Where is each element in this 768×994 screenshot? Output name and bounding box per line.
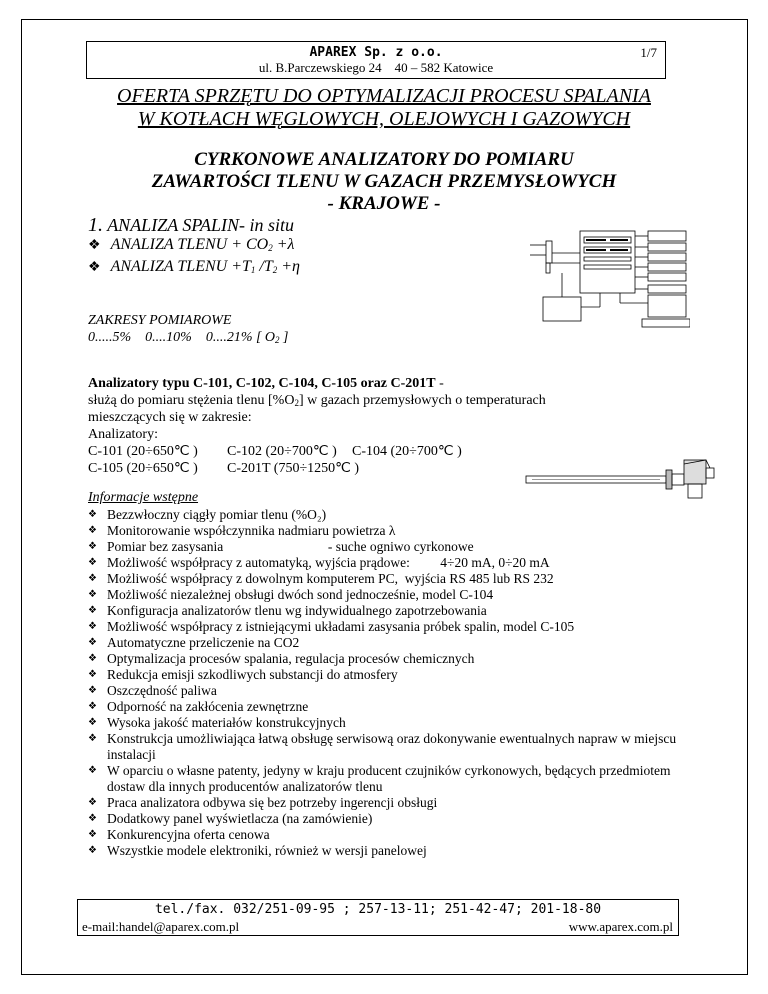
analyzer-c201t: C-201T (750÷1250℃ ) [227, 461, 360, 476]
desc1b: ] w gazach przemysłowych o temperaturach [298, 393, 546, 408]
analyzers-heading [88, 376, 444, 392]
item-sub1: 1 [250, 265, 256, 275]
info-item: ❖ Wszystkie modele elektroniki, również w wersji panelowej [88, 843, 688, 859]
main-title-line3: - KRAJOWE - [327, 193, 441, 214]
info-item: ❖ Pomiar bez zasysania - suche ogniwo cyrkonowe [88, 539, 688, 555]
info-item: ❖ Wysoka jakość materiałów konstrukcyjnych [88, 715, 688, 731]
company-name: APAREX Sp. z o.o. [309, 45, 443, 60]
info-item: ❖ Konfiguracja analizatorów tlenu wg indywidualnego zapotrzebowania [88, 603, 688, 619]
probe-illustration [522, 454, 718, 506]
offer-title-line2: W KOTŁACH WĘGLOWYCH, OLEJOWYCH I GAZOWYCH [137, 108, 631, 130]
info-item: ❖ Konstrukcja umożliwiająca łatwą obsługę serwisową oraz dokonywanie ewentualnych napraw w miejscu instalacji [88, 731, 688, 763]
footer-box [77, 899, 679, 936]
bullet-icon: ❖ [88, 260, 101, 275]
info-item: ❖ Konkurencyjna oferta cenowa [88, 827, 688, 843]
analyzer-c104: C-104 (20÷700℃ ) [352, 444, 462, 459]
item-sub2: 2 [272, 265, 278, 275]
analyzers-heading-dash: - [435, 376, 444, 391]
info-item: ❖ Dodatkowy panel wyświetlacza (na zamówienie) [88, 811, 688, 827]
info-item: ❖ Możliwość współpracy z automatyką, wyjścia prądowe: 4÷20 mA, 0÷20 mA [88, 555, 688, 571]
info-item: ❖ Redukcja emisji szkodliwych substancji do atmosfery [88, 667, 688, 683]
info-item: ❖ Bezzwłoczny ciągły pomiar tlenu (%O₂) [88, 507, 688, 523]
info-item: ❖ Oszczędność paliwa [88, 683, 688, 699]
item-text-end: +η [277, 258, 300, 275]
ranges-values [88, 330, 289, 346]
info-item: ❖ Optymalizacja procesów spalania, regulacja procesów chemicznych [88, 651, 688, 667]
info-item: ❖ Automatyczne przeliczenie na CO2 [88, 635, 688, 651]
section-number: 1. [88, 214, 103, 236]
info-item: ❖ Praca analizatora odbywa się bez potrzeby ingerencji obsługi [88, 795, 688, 811]
info-item: ❖ Możliwość współpracy z istniejącymi układami zasysania próbek spalin, model C-105 [88, 619, 688, 635]
info-item: ❖ Odporność na zakłócenia zewnętrzne [88, 699, 688, 715]
analyzers-desc1 [88, 393, 546, 409]
info-item: ❖ Monitorowanie współczynnika nadmiaru powietrza λ [88, 523, 688, 539]
main-title-line1: CYRKONOWE ANALIZATORY DO POMIARU [194, 149, 574, 170]
page-number: 1/7 [640, 45, 657, 60]
company-address: ul. B.Parczewskiego 24 40 – 582 Katowice [258, 60, 494, 75]
section-1-heading [88, 214, 294, 237]
header-box [86, 41, 666, 79]
analyzer-c101: C-101 (20÷650℃ ) [88, 444, 198, 459]
desc1a: służą do pomiaru stężenia tlenu [%O [88, 393, 295, 408]
item-sub: 2 [268, 243, 273, 253]
info-item: ❖ W oparciu o własne patenty, jedyny w kraju producent czujników cyrkonowych, będących przedmiotem dostaw dla innych producentów analizatorów tlenu [88, 763, 688, 795]
info-item: ❖ Możliwość współpracy z dowolnym komputerem PC, wyjścia RS 485 lub RS 232 [88, 571, 688, 587]
section-item-co2 [88, 236, 294, 254]
desc1sub: 2 [294, 398, 299, 408]
analyzers-label: Analizatory: [88, 427, 158, 442]
analyzer-c102: C-102 (20÷700℃ ) [227, 444, 337, 459]
section-item-temp [88, 258, 300, 276]
analyzers-desc2: mieszczących się w zakresie: [88, 410, 252, 425]
ranges-end: ] [279, 330, 289, 345]
item-text: ANALIZA TLENU + CO [110, 236, 269, 253]
offer-title-line1: OFERTA SPRZĘTU DO OPTYMALIZACJI PROCESU SPALANIA [117, 85, 651, 107]
analyzer-c105: C-105 (20÷650℃ ) [88, 461, 198, 476]
bullet-icon: ❖ [88, 238, 101, 253]
item-text: ANALIZA TLENU +T [110, 258, 251, 275]
main-title-line2: ZAWARTOŚCI TLENU W GAZACH PRZEMYSŁOWYCH [151, 171, 617, 192]
item-mid: /T [255, 258, 273, 275]
info-heading: Informacje wstępne [88, 490, 199, 505]
footer-website: www.aparex.com.pl [568, 919, 673, 934]
footer-phone: tel./fax. 032/251-09-95 ; 257-13-11; 251-42-47; 201-18-80 [154, 902, 602, 917]
section-title: ANALIZA SPALIN- in situ [107, 215, 295, 235]
analyzers-heading-text: Analizatory typu C-101, C-102, C-104, C-105 oraz C-201T [88, 376, 436, 391]
info-list [88, 507, 688, 859]
info-item: ❖ Możliwość niezależnej obsługi dwóch sond jednocześnie, model C-104 [88, 587, 688, 603]
item-text-end: +λ [272, 236, 295, 253]
ranges-label: ZAKRESY POMIAROWE [88, 313, 232, 328]
ranges-sub: 2 [275, 335, 280, 345]
ranges-text: 0.....5% 0....10% 0....21% [ O [88, 330, 276, 345]
footer-email: e-mail:handel@aparex.com.pl [82, 919, 240, 934]
installation-diagram [500, 223, 690, 331]
